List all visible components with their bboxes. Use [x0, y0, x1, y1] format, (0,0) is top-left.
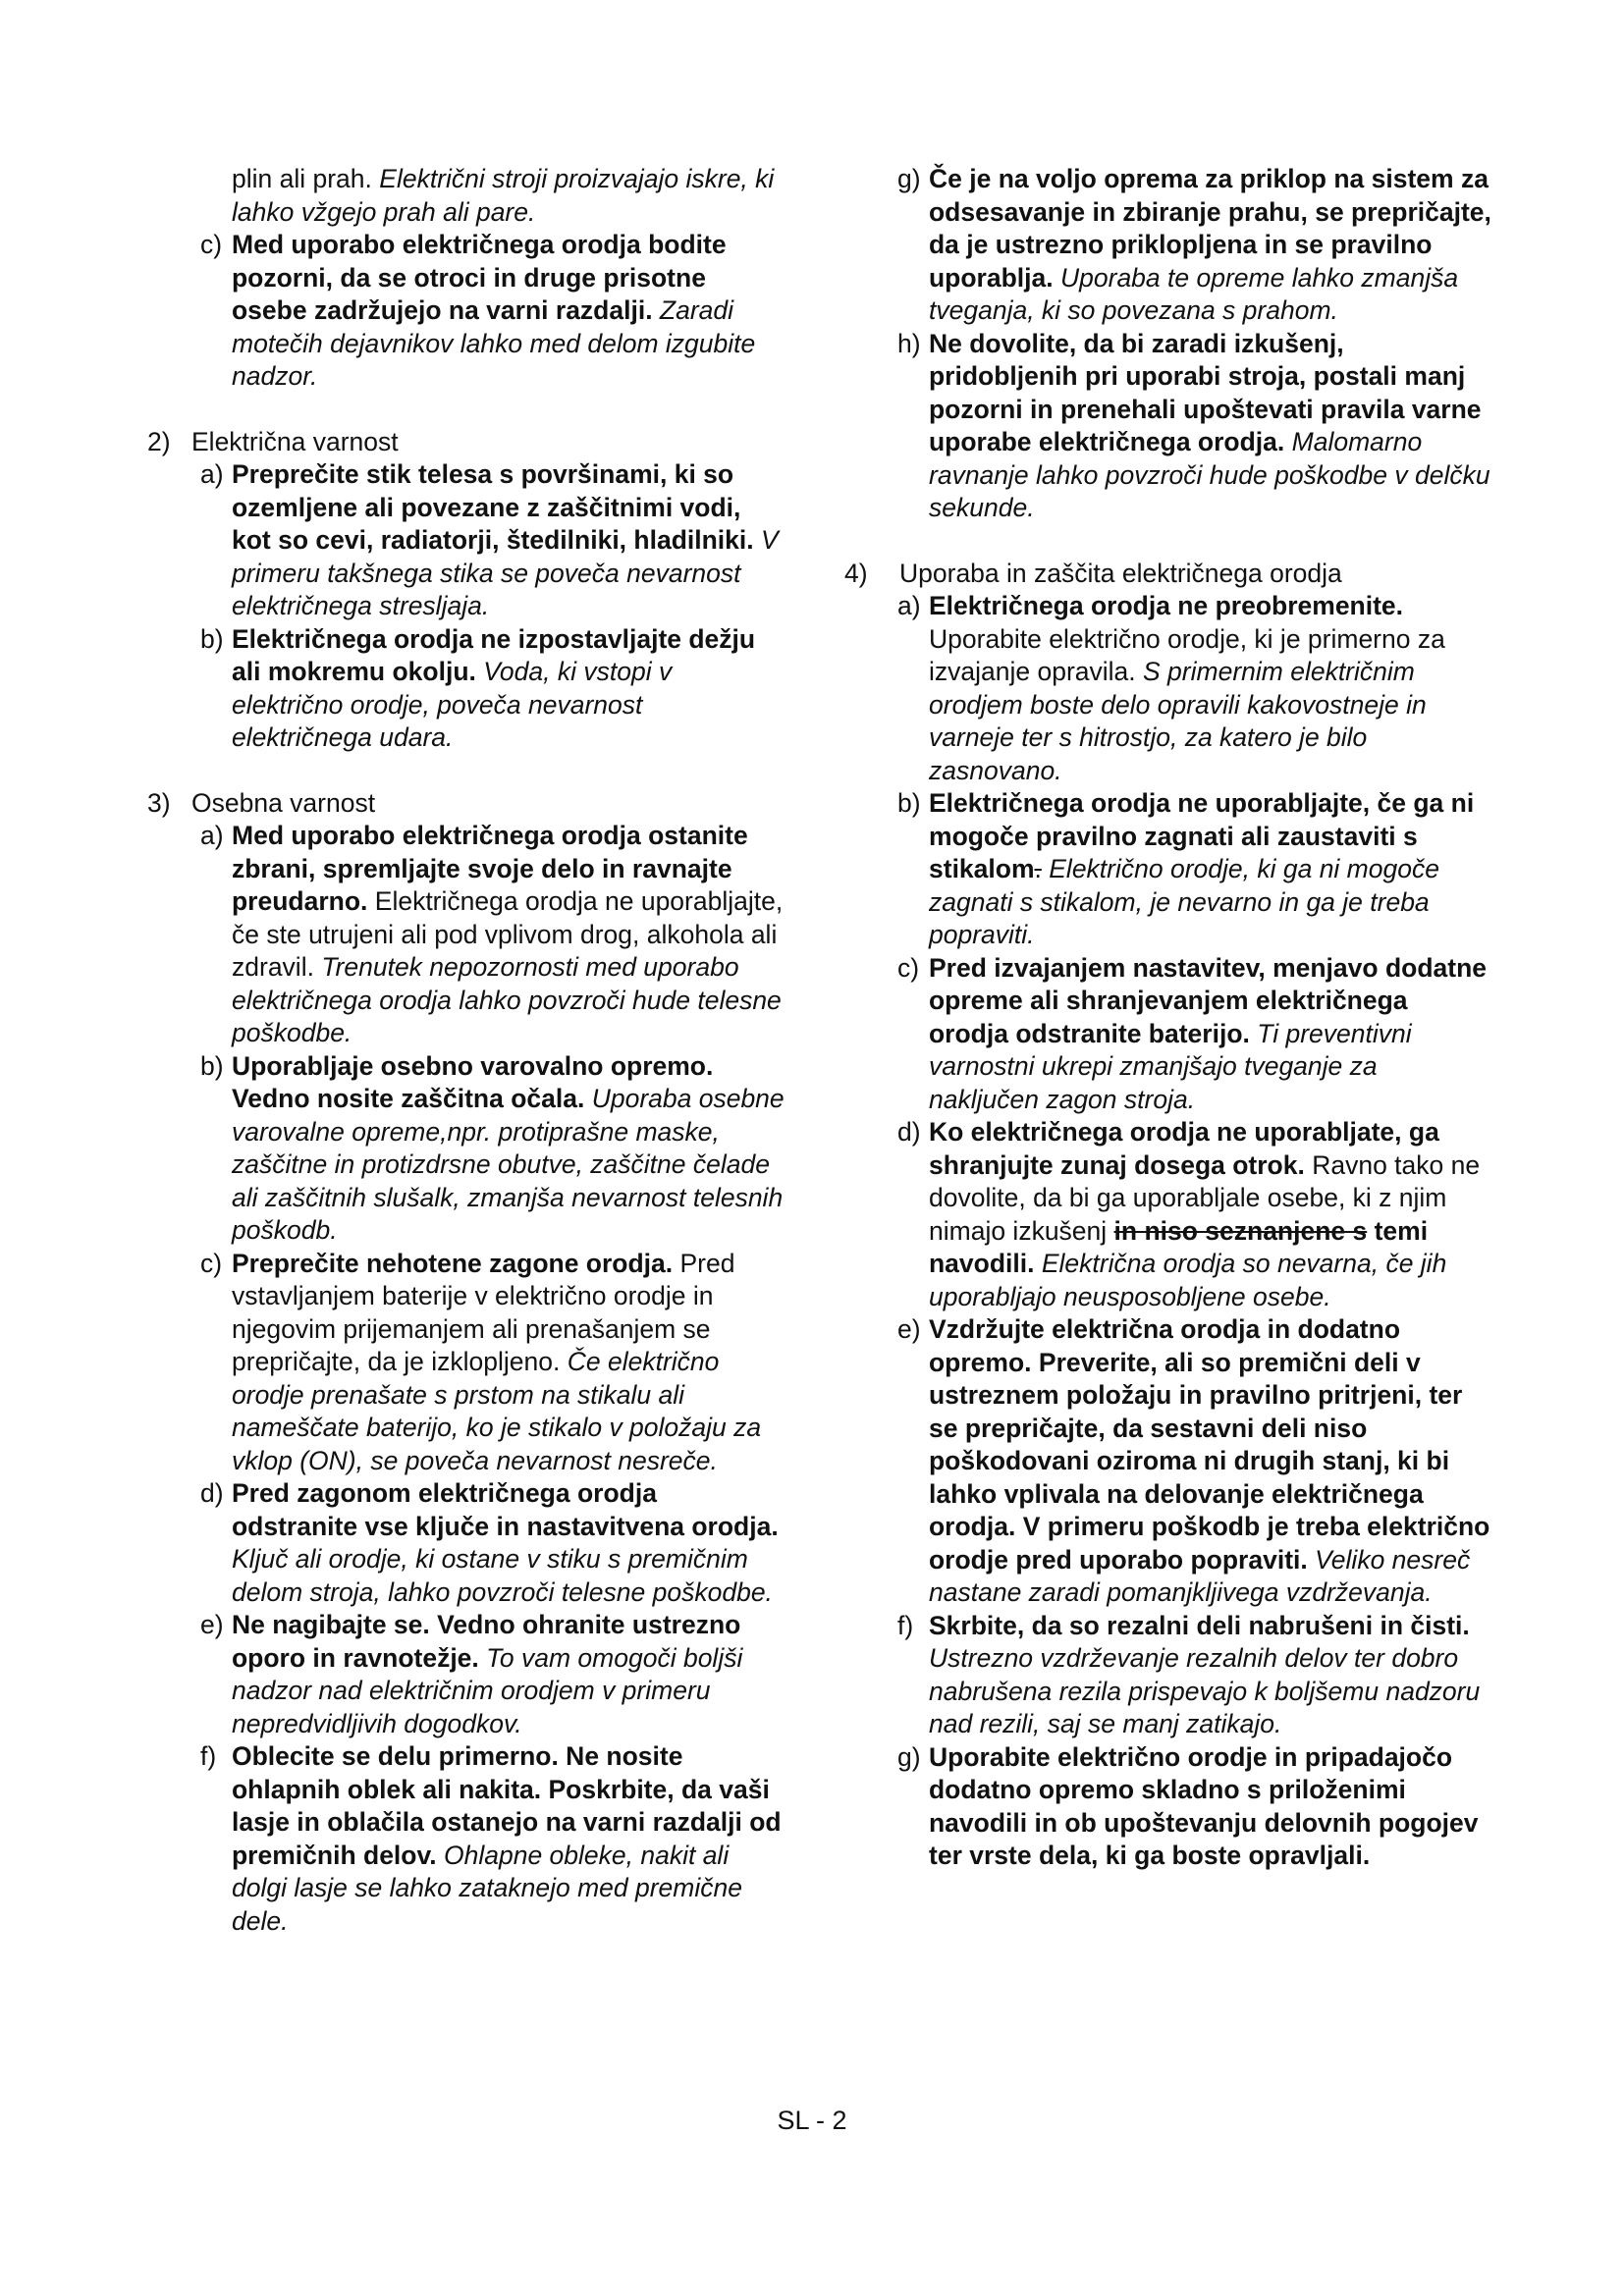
- item-letter: c): [200, 1248, 223, 1278]
- section-4-heading: [844, 558, 1492, 591]
- list-item-a: [147, 820, 785, 1050]
- item-bold: Električnega orodja ne uporabljajte, če ga ni mogoče pravilno zagnati ali zaustaviti s stikalom: [929, 788, 1475, 883]
- item-letter: d): [200, 1478, 224, 1508]
- item-bold: Med uporabo električnega orodja bodite pozorni, da se otroci in druge prisotne osebe zadržujejo na varni razdalji.: [232, 230, 727, 325]
- section-number: 2): [147, 426, 171, 456]
- item-letter: g): [897, 164, 921, 193]
- item-bold: Preprečite nehotene zagone orodja.: [232, 1248, 674, 1278]
- item-bold: Uporabite električno orodje in pripadajočo dodatno opremo skladno s priloženimi navodili in ob upoštevanju delovnih pogojev ter vrste dela, ki ga boste opravljali.: [929, 1741, 1479, 1870]
- list-item-b: [147, 1050, 785, 1248]
- item-italic: Uporaba osebne varovalne opreme,npr. protiprašne maske, zaščitne in protizdrsne obutve, zaščitne čelade ali zaščitnih slušalk, zmanjša nevarnost telesnih poškodb.: [232, 1084, 785, 1245]
- item-bold-2: temi navodili.: [929, 1215, 1429, 1278]
- left-column: [147, 163, 785, 1938]
- item-italic: Voda, ki vstopi v električno orodje, poveča nevarnost električnega udara.: [232, 657, 673, 752]
- item-letter: g): [897, 1741, 921, 1772]
- list-item-d: [147, 1477, 785, 1609]
- right-column: [844, 163, 1492, 1873]
- item-letter: a): [200, 821, 224, 850]
- list-item-e: [147, 1609, 785, 1740]
- item-italic: Veliko nesreč nastane zaradi pomanjkljivega vzdrževanja.: [929, 1544, 1471, 1607]
- item-letter: a): [897, 591, 921, 620]
- list-item-a: [844, 590, 1492, 787]
- struck-text: .: [1034, 854, 1042, 883]
- item-italic: Električno orodje, ki ga ni mogoče zagnati s stikalom, je nevarno in ga je treba popraviti.: [929, 854, 1439, 949]
- section-title: Uporaba in zaščita električnega orodja: [899, 558, 1342, 588]
- item-bold: Električnega orodja ne izpostavljajte dežju ali mokremu okolju.: [232, 623, 756, 686]
- list-item-g: [844, 163, 1492, 328]
- item-bold: Med uporabo električnega orodja ostanite zbrani, spremljajte svoje delo in ravnajte preudarno.: [232, 821, 748, 916]
- section-number: 3): [147, 787, 171, 818]
- page-number: SL - 2: [777, 2106, 847, 2135]
- item-letter: h): [897, 328, 921, 358]
- item-letter: b): [200, 623, 224, 654]
- list-item-h: [844, 328, 1492, 525]
- item-bold: Uporabljaje osebno varovalno opremo. Vedno nosite zaščitna očala.: [232, 1050, 714, 1113]
- item-text: Električnega orodja ne uporabljajte, če ste utrujeni ali pod vplivom drog, alkohola ali zdravil.: [232, 886, 784, 982]
- item-bold: Pred zagonom električnega orodja odstranite vse ključe in nastavitvena orodja.: [232, 1478, 779, 1541]
- item-bold: Pred izvajanjem nastavitev, menjavo dodatne opreme ali shranjevanjem električnega orodja odstranite baterijo.: [929, 952, 1487, 1048]
- item-letter: a): [200, 459, 224, 489]
- item-letter: c): [897, 952, 920, 983]
- section-title: Osebna varnost: [191, 787, 376, 818]
- item-italic: Če električno orodje prenašate s prstom na stikalu ali nameščate baterijo, ko je stikalo v položaju za vklop (ON), se poveča nevarnost nesreče.: [232, 1347, 762, 1475]
- item-bold: Če je na voljo oprema za priklop na sistem za odsesavanje in zbiranje prahu, se prepričajte, da je ustrezno priklopljena in se pravilno uporablja.: [929, 164, 1491, 293]
- list-item-e: [844, 1313, 1492, 1610]
- item-letter: e): [200, 1610, 224, 1639]
- continued-paragraph: [147, 163, 785, 229]
- item-italic: Ključ ali orodje, ki ostane v stiku s premičnim delom stroja, lahko povzroči telesne poškodbe.: [232, 1544, 773, 1607]
- section-3-heading: [147, 787, 785, 821]
- item-italic: Električna orodja so nevarna, če jih uporabljajo neusposobljene osebe.: [929, 1249, 1447, 1311]
- section-title: Električna varnost: [191, 426, 399, 456]
- item-bold: Oblecite se delu primerno. Ne nosite ohlapnih oblek ali nakita. Poskrbite, da vaši lasje in oblačila ostanejo na varni razdalji od premičnih delov.: [232, 1741, 782, 1870]
- item-italic: Zaradi motečih dejavnikov lahko med delom izgubite nadzor.: [232, 295, 756, 391]
- item-bold: Vzdržujte električna orodja in dodatno opremo. Preverite, ali so premični deli v ustreznem položaju in pravilno pritrjeni, ter se prepričajte, da sestavni deli niso poškodovani oziroma ni drugih stanj, ki bi lahko vplivala na delovanje električnega orodja. V primeru poškodb je treba električno orodje pred uporabo popraviti.: [929, 1314, 1490, 1575]
- item-letter: d): [897, 1117, 921, 1147]
- list-item-d: [844, 1116, 1492, 1313]
- item-letter: b): [200, 1050, 224, 1081]
- item-italic: Trenutek nepozornosti med uporabo električnega orodja lahko povzroči hude telesne poškodbe.: [232, 952, 782, 1047]
- item-letter: f): [200, 1741, 217, 1771]
- list-item-g: [844, 1741, 1492, 1873]
- item-bold: Preprečite stik telesa s površinami, ki so ozemljene ali povezane z zaščitnimi vodi, kot so cevi, radiatorji, štedilniki, hladilniki.: [232, 459, 754, 555]
- item-italic: Ohlapne obleke, nakit ali dolgi lasje se lahko zataknejo med premične dele.: [232, 1840, 742, 1936]
- list-item-a: [147, 458, 785, 623]
- paragraph-text: plin ali prah.: [232, 164, 380, 193]
- item-italic: Malomarno ravnanje lahko povzroči hude poškodbe v delčku sekunde.: [929, 427, 1490, 522]
- item-italic: S primernim električnim orodjem boste delo opravili kakovostneje in varneje ter s hitrostjo, za katero je bilo zasnovano.: [929, 657, 1427, 785]
- list-item-b: [844, 787, 1492, 952]
- item-text: Uporabite električno orodje, ki je primerno za izvajanje opravila.: [929, 623, 1445, 686]
- struck-text: in niso seznanjene s: [1113, 1215, 1368, 1246]
- item-bold: Električnega orodja ne preobremenite.: [929, 591, 1404, 620]
- item-italic: Ti preventivni varnostni ukrepi zmanjšajo tveganje za naključen zagon stroja.: [929, 1018, 1412, 1114]
- item-bold: Ne nagibajte se. Vedno ohranite ustrezno oporo in ravnotežje.: [232, 1610, 741, 1673]
- item-bold: Ko električnega orodja ne uporabljate, ga shranjujte zunaj dosega otrok.: [929, 1117, 1439, 1180]
- item-bold: Ne dovolite, da bi zaradi izkušenj, pridobljenih pri uporabi stroja, postali manj pozorni in prenehali upoštevati pravila varne uporabe električnega orodja.: [929, 328, 1482, 456]
- item-letter: c): [200, 230, 223, 259]
- list-item-f: [844, 1610, 1492, 1741]
- item-bold: Skrbite, da so rezalni deli nabrušeni in čisti.: [929, 1610, 1470, 1640]
- item-italic: V primeru takšnega stika se poveča nevarnost električnega stresljaja.: [232, 525, 779, 620]
- item-text: Pred vstavljanjem baterije v električno orodje in njegovim prijemanjem ali prenašanjem se prepričajte, da je izklopljeno.: [232, 1248, 735, 1376]
- section-number: 4): [844, 558, 868, 588]
- list-item-b: [147, 623, 785, 755]
- item-letter: e): [897, 1314, 921, 1344]
- item-text: Ravno tako ne dovolite, da bi ga uporabljale osebe, ki z njim nimajo izkušenj: [929, 1149, 1481, 1246]
- item-italic: To vam omogoči boljši nadzor nad električnim orodjem v primeru nepredvidljivih dogodkov.: [232, 1642, 743, 1738]
- list-item-c: [147, 229, 785, 394]
- list-item-c: [147, 1248, 785, 1478]
- item-italic: Ustrezno vzdrževanje rezalnih delov ter dobro nabrušena rezila prispevajo k boljšemu nadzoru nad rezili, saj se manj zatikajo.: [929, 1643, 1481, 1738]
- item-letter: f): [897, 1610, 914, 1640]
- item-italic: Uporaba te opreme lahko zmanjša tveganja, ki so povezana s prahom.: [929, 262, 1459, 325]
- paragraph-italic: Električni stroji proizvajajo iskre, ki lahko vžgejo prah ali pare.: [232, 164, 775, 227]
- item-letter: b): [897, 788, 921, 818]
- section-2-heading: [147, 426, 785, 459]
- list-item-c: [844, 952, 1492, 1117]
- list-item-f: [147, 1740, 785, 1938]
